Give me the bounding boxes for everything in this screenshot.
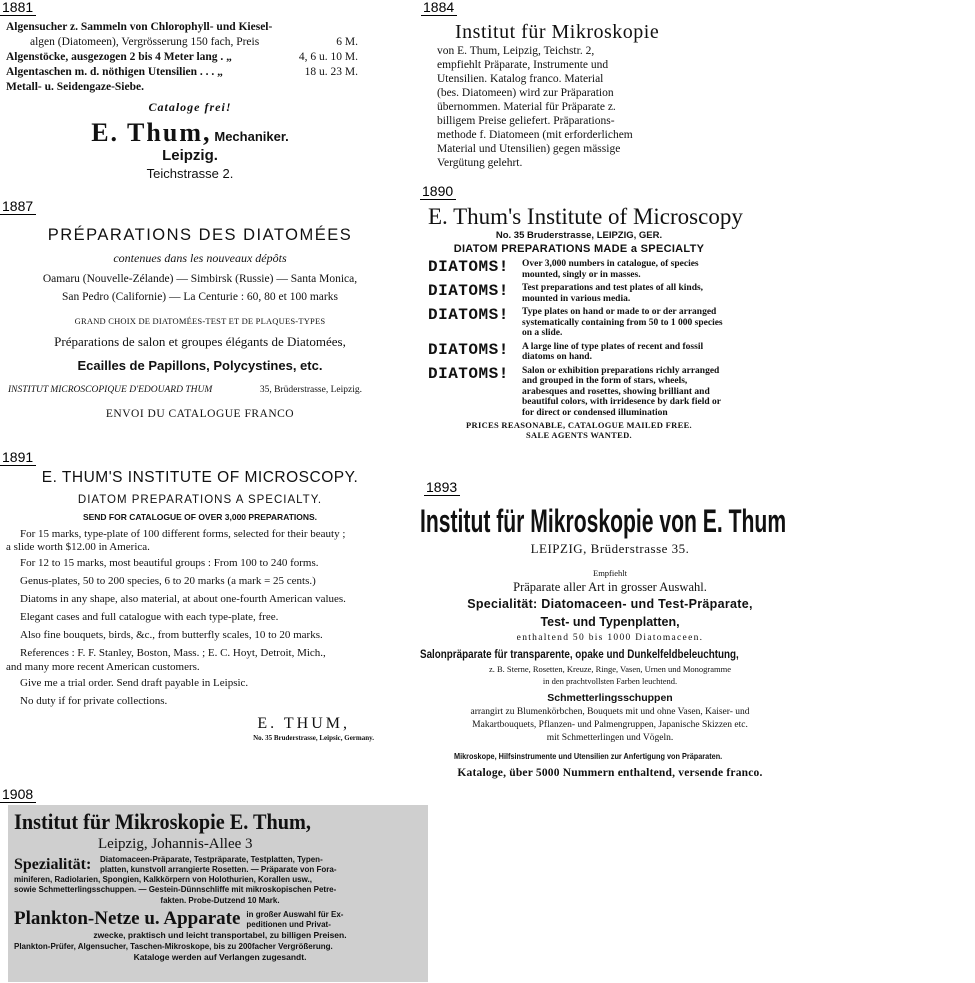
ad-line: Kataloge, über 5000 Nummern enthaltend, versende franco. bbox=[457, 767, 763, 779]
year-label: 1881 bbox=[0, 0, 36, 16]
ad-line: and many more recent American customers. bbox=[6, 661, 200, 673]
ad-line: San Pedro (Californie) — La Centurie : 60, 80 et 100 marks bbox=[62, 291, 338, 303]
year-label: 1887 bbox=[0, 199, 36, 215]
ad-line: References : F. F. Stanley, Boston, Mass. ; E. C. Hoyt, Detroit, Mich., bbox=[20, 647, 326, 659]
ad-line: Kataloge werden auf Verlangen zugesandt. bbox=[133, 952, 307, 962]
maker-name: E. THUM, bbox=[257, 715, 350, 732]
ad-1887 bbox=[0, 199, 400, 434]
ad-1890 bbox=[420, 183, 743, 464]
ad-line: Utensilien. Katalog franco. Material bbox=[437, 73, 604, 85]
ad-line: Give me a trial order. Send draft payable in Leipsic. bbox=[20, 677, 249, 689]
ad-line: sowie Schmetterlingsschuppen. — Gestein-Dünnschliffe mit mikroskopischen Petre- bbox=[14, 885, 337, 894]
plankton-title: Plankton-Netze u. Apparate bbox=[14, 908, 241, 929]
ad-title-text: Institut für Mikroskopie E. Thum, bbox=[14, 809, 311, 834]
ad-line: Also fine bouquets, birds, &c., from butterfly scales, 10 to 20 marks. bbox=[20, 629, 323, 641]
ad-line: miniferen, Radiolarien, Spongien, Kalkkörpern von Holothurien, Korallen usw., bbox=[14, 875, 312, 884]
diatoms-item bbox=[428, 307, 730, 339]
ad-line: mit Schmetterlingen und Vögeln. bbox=[546, 733, 674, 743]
ad-line: Specialität: Diatomaceen- und Test-Präparate, bbox=[467, 597, 753, 611]
ad-title: E. Thum's Institute of Microscopy bbox=[428, 204, 743, 229]
year-label: 1893 bbox=[424, 480, 460, 496]
ad-line: in großer Auswahl für Ex- bbox=[246, 910, 344, 919]
ad-line: Präparate aller Art in grosser Auswahl. bbox=[513, 580, 707, 594]
ad-line: zwecke, praktisch und leicht transportabel, zu billigen Preisen. bbox=[93, 930, 347, 940]
diatoms-label: DIATOMS! bbox=[428, 282, 509, 300]
ad-send: SEND FOR CATALOGUE OF OVER 3,000 PREPARATIONS. bbox=[82, 512, 318, 522]
ad-specialty: DIATOM PREPARATIONS MADE a SPECIALTY bbox=[453, 243, 705, 255]
maker-city: Leipzig. bbox=[162, 147, 218, 164]
institut-name: INSTITUT MICROSCOPIQUE D'EDOUARD THUM bbox=[8, 385, 213, 395]
ad-line: GRAND CHOIX DE DIATOMÉES-TEST ET DE PLAQUES-TYPES bbox=[74, 316, 326, 326]
institut-address: 35, Brüderstrasse, Leipzig. bbox=[259, 385, 362, 395]
maker-line bbox=[0, 119, 380, 147]
ad-line bbox=[0, 20, 380, 35]
ad-line bbox=[0, 381, 400, 399]
ad-line: platten, kunstvoll arrangierte Rosetten. — Präparate von Fora- bbox=[100, 865, 337, 874]
ad-1908 bbox=[0, 787, 430, 983]
ad-agents: SALE AGENTS WANTED. bbox=[526, 430, 632, 440]
ad-line: arrangirt zu Blumenkörbchen, Bouquets mit und ohne Vasen, Kaiser- und bbox=[470, 707, 750, 717]
ad-line bbox=[0, 65, 380, 80]
ad-line: Test- und Typenplatten, bbox=[540, 615, 680, 629]
diatoms-label: DIATOMS! bbox=[428, 340, 509, 359]
ad-line: Diatoms in any shape, also material, at about one-fourth American values. bbox=[20, 593, 346, 605]
ad-line: enthaltend 50 bis 1000 Diatomaceen. bbox=[516, 633, 704, 643]
line-price: 18 u. 23 M. bbox=[304, 66, 358, 78]
ad-1893 bbox=[420, 480, 800, 790]
ad-address: Leipzig, Johannis-Allee 3 bbox=[98, 836, 253, 852]
diatoms-label: DIATOMS! bbox=[428, 258, 509, 276]
ad-line: For 15 marks, type-plate of 100 different forms, selected for their beauty ; bbox=[20, 528, 346, 540]
ad-line: No duty if for private collections. bbox=[20, 695, 168, 707]
diatoms-item bbox=[428, 366, 730, 419]
item-text: Test preparations and test plates of all kinds, mounted in various media. bbox=[522, 283, 704, 304]
ad-line: For 12 to 15 marks, most beautiful groups : From 100 to 240 forms. bbox=[20, 557, 319, 569]
line-price: 4, 6 u. 10 M. bbox=[298, 51, 358, 63]
catalog-note: Cataloge frei! bbox=[148, 100, 232, 114]
line-text: Metall- u. Seidengaze-Siebe. bbox=[6, 81, 144, 93]
ad-line bbox=[420, 748, 800, 764]
diatoms-label: DIATOMS! bbox=[428, 306, 509, 324]
ad-line bbox=[0, 35, 380, 50]
ad-line: Genus-plates, 50 to 200 species, 6 to 20 marks (a mark = 25 cents.) bbox=[20, 575, 316, 587]
item-text: Over 3,000 numbers in catalogue, of species mounted, singly or in masses. bbox=[522, 259, 699, 280]
ad-line: a slide worth $12.00 in America. bbox=[6, 541, 150, 553]
year-label: 1890 bbox=[420, 184, 456, 200]
ad-1884 bbox=[421, 0, 800, 180]
ad-address: LEIPZIG, Brüderstrasse 35. bbox=[530, 541, 690, 556]
ad-line-text: Mikroskope, Hilfsinstrumente und Utensilien zur Anfertigung von Präparaten. bbox=[454, 751, 723, 761]
item-text: Type plates on hand or made to or der arranged systematically containing from 50 to 1 000 species on a slide. bbox=[522, 307, 723, 338]
ad-line: Préparations de salon et groupes élégants de Diatomées, bbox=[54, 334, 346, 349]
ad-line: von E. Thum, Leipzig, Teichstr. 2, bbox=[437, 45, 595, 57]
diatoms-item bbox=[428, 283, 730, 304]
ad-line: peditionen und Privat- bbox=[246, 920, 331, 929]
year-label: 1884 bbox=[421, 0, 457, 16]
ad-line-text: Salonpräparate für transparente, opake und Dunkelfeldbeleuchtung, bbox=[420, 647, 739, 661]
ad-line: übernommen. Material für Präparate z. bbox=[437, 101, 616, 113]
ad-title: PRÉPARATIONS DES DIATOMÉES bbox=[47, 226, 353, 244]
maker-trade: Mechaniker. bbox=[214, 129, 289, 144]
ad-title-text: Institut für Mikroskopie von E. Thum bbox=[420, 503, 787, 539]
ad-line: ENVOI DU CATALOGUE FRANCO bbox=[105, 408, 295, 420]
ad-line: Schmetterlingsschuppen bbox=[547, 692, 673, 704]
ad-title: E. THUM'S INSTITUTE OF MICROSCOPY. bbox=[41, 469, 359, 486]
item-text: Salon or exhibition preparations richly arranged and grouped in the form of stars, wheels, arabesques and rosettes, showing brilliant and beautiful colors, with irridesence by dark field or for direct or condensed illumination bbox=[522, 365, 721, 418]
ad-title: Institut für Mikroskopie bbox=[455, 21, 660, 43]
maker-name: E. Thum, bbox=[91, 118, 212, 147]
plankton-block bbox=[14, 908, 426, 930]
ad-subtitle: contenues dans les nouveaux dépôts bbox=[113, 251, 287, 265]
ad-line: Plankton-Prüfer, Algensucher, Taschen-Mikroskope, bis zu 200facher Vergrößerung. bbox=[14, 942, 333, 951]
maker-address: No. 35 Bruderstrasse, Leipsic, Germany. bbox=[253, 734, 374, 742]
spezial-block bbox=[14, 855, 426, 875]
line-price: 6 M. bbox=[336, 36, 358, 48]
ad-address: No. 35 Bruderstrasse, LEIPZIG, GER. bbox=[495, 230, 663, 241]
ad-line: Oamaru (Nouvelle-Zélande) — Simbirsk (Russie) — Santa Monica, bbox=[42, 273, 358, 285]
ad-1891 bbox=[0, 449, 400, 742]
ad-line: billigem Preise geliefert. Präparations- bbox=[437, 115, 615, 127]
plankton-side bbox=[246, 910, 343, 930]
ad-line: z. B. Sterne, Rosetten, Kreuze, Ringe, Vasen, Urnen und Monogramme bbox=[488, 664, 732, 674]
ad-line: in den prachtvollsten Farben leuchtend. bbox=[542, 676, 678, 686]
ad-1881 bbox=[0, 0, 380, 190]
ad-line: empfiehlt Präparate, Instrumente und bbox=[437, 59, 609, 71]
ad-line: Vergütung gelehrt. bbox=[437, 157, 523, 169]
ad-line: Ecailles de Papillons, Polycystines, etc. bbox=[77, 358, 323, 373]
item-text: A large line of type plates of recent and fossil diatoms on hand. bbox=[522, 341, 704, 362]
line-text: Algentaschen m. d. nöthigen Utensilien . . . „ bbox=[6, 66, 223, 78]
year-label: 1908 bbox=[0, 787, 36, 803]
maker-street: Teichstrasse 2. bbox=[146, 166, 234, 181]
ad-title bbox=[14, 809, 426, 835]
spezial-label: Spezialität: bbox=[14, 856, 92, 873]
ad-line: Elegant cases and full catalogue with each type-plate, free. bbox=[20, 611, 279, 623]
ad-line: Diatomaceen-Präparate, Testpräparate, Testplatten, Typen- bbox=[100, 855, 323, 864]
ad-line bbox=[0, 80, 380, 95]
ad-title bbox=[420, 502, 800, 540]
ad-line: Empfiehlt bbox=[593, 568, 627, 578]
spezial-text bbox=[100, 855, 337, 875]
ad-line: methode f. Diatomeen (mit erforderlichem bbox=[437, 129, 633, 141]
diatoms-label: DIATOMS! bbox=[428, 364, 509, 383]
year-label: 1891 bbox=[0, 450, 36, 466]
ad-line: fakten. Probe-Dutzend 10 Mark. bbox=[160, 896, 280, 905]
line-text: Algensucher z. Sammeln von Chlorophyll- und Kiesel- bbox=[6, 21, 273, 33]
diatoms-item bbox=[428, 342, 730, 363]
line-text: algen (Diatomeen), Vergrösserung 150 fach, Preis bbox=[30, 36, 260, 48]
ad-prices: PRICES REASONABLE, CATALOGUE MAILED FREE. bbox=[466, 420, 692, 430]
ad-subtitle: DIATOM PREPARATIONS A SPECIALTY. bbox=[77, 494, 323, 506]
ad-line: Makartbouquets, Pflanzen- und Palmengruppen, Japanische Skizzen etc. bbox=[472, 720, 748, 730]
ad-line bbox=[0, 50, 380, 65]
line-text: Algenstöcke, ausgezogen 2 bis 4 Meter lang . „ bbox=[6, 51, 232, 63]
ad-line bbox=[420, 645, 800, 663]
diatoms-item bbox=[428, 259, 730, 280]
ad-line: (bes. Diatomeen) wird zur Präparation bbox=[437, 87, 614, 99]
ad-line: Material und Utensilien) gegen mässige bbox=[437, 143, 621, 155]
